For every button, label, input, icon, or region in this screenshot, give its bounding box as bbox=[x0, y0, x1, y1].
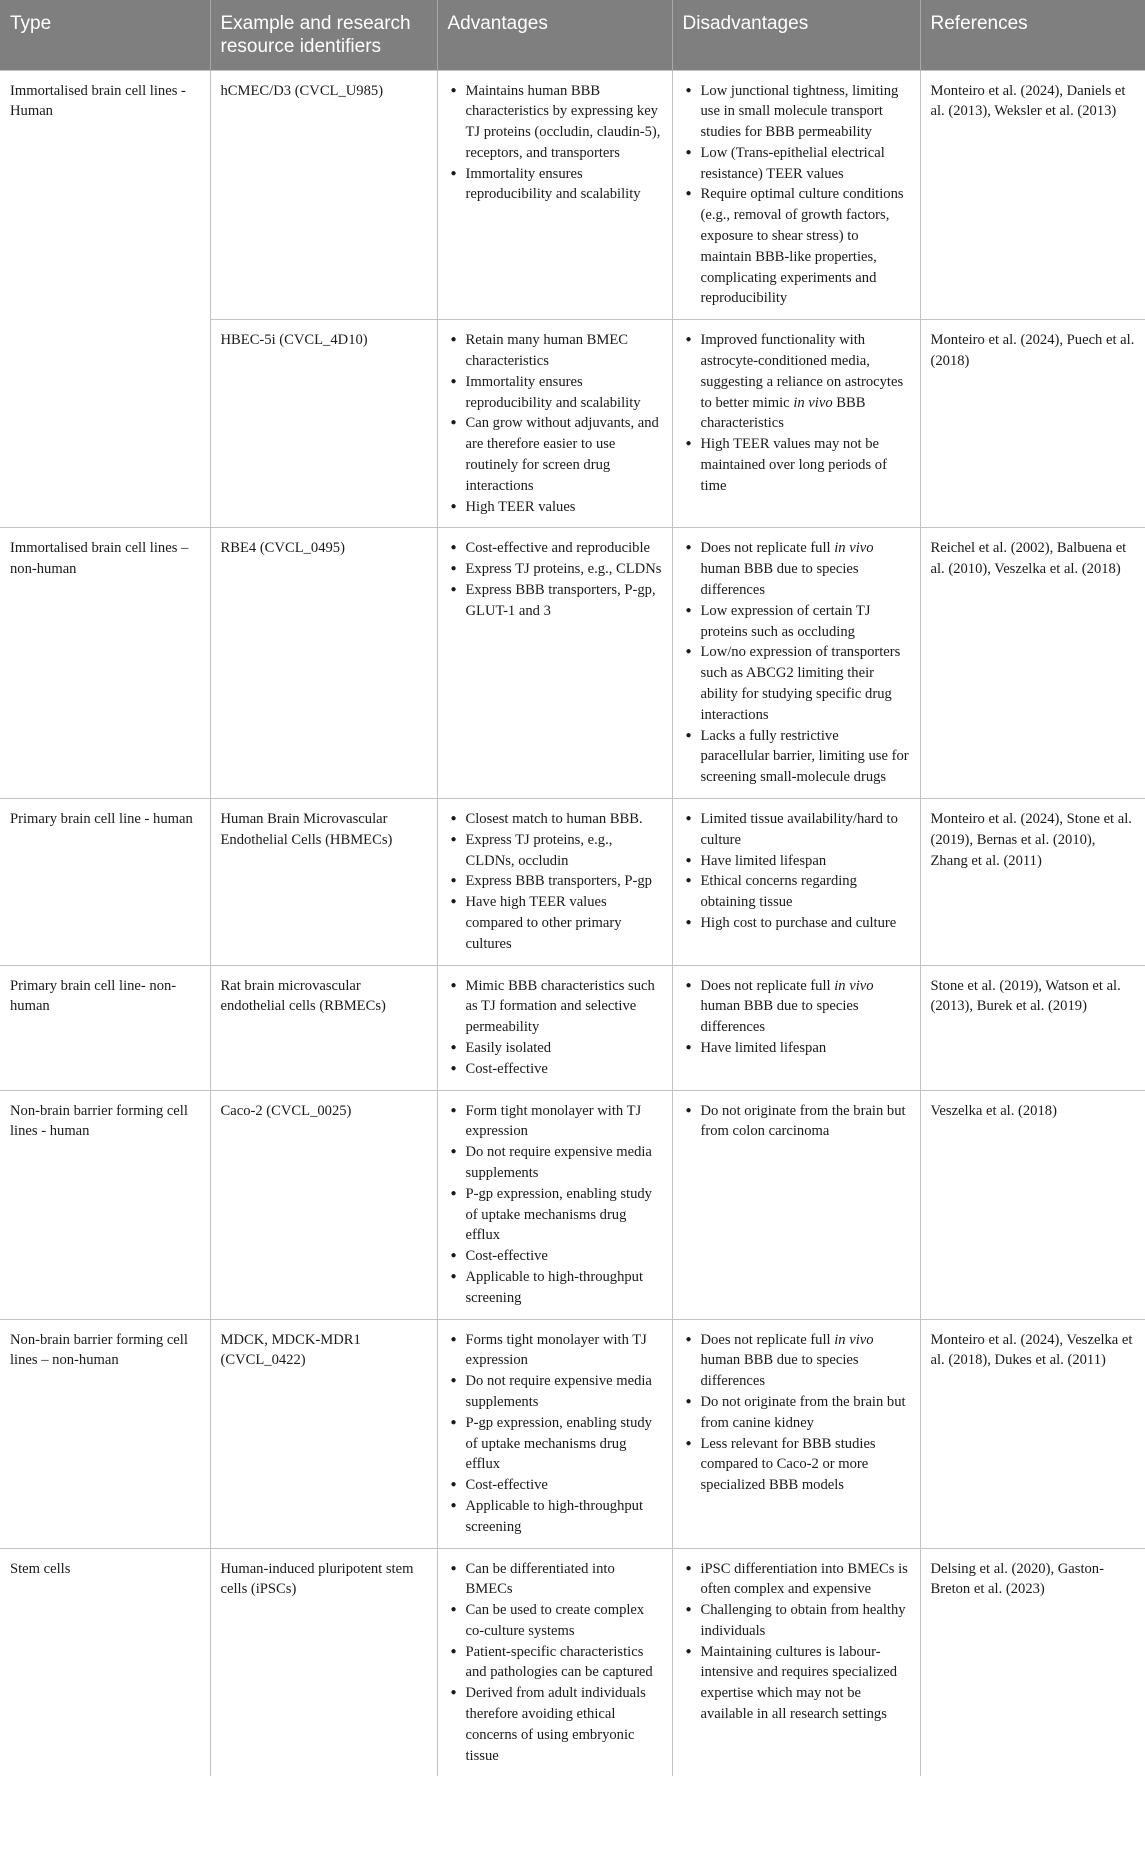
list-item: ● Have high TEER values compared to other primary cultures bbox=[451, 892, 662, 954]
list-item: ● Do not require expensive media supplements bbox=[451, 1371, 662, 1413]
list-item: ● Express TJ proteins, e.g., CLDNs, occludin bbox=[451, 830, 662, 872]
list-item: ● Ethical concerns regarding obtaining tissue bbox=[686, 871, 910, 913]
list-item: ● P-gp expression, enabling study of uptake mechanisms drug efflux bbox=[451, 1413, 662, 1475]
header-disadvantages: Disadvantages bbox=[672, 0, 920, 70]
list-item: ● Improved functionality with astrocyte-conditioned media, suggesting a reliance on astrocytes to better mimic in vivo BBB characteristics bbox=[686, 330, 910, 434]
type-cell: Primary brain cell line- non-human bbox=[0, 965, 210, 1090]
list-item: ● High TEER values bbox=[451, 497, 662, 518]
list-item: ● Have limited lifespan bbox=[686, 851, 910, 872]
list-item: ● Cost-effective bbox=[451, 1059, 662, 1080]
advantages-cell bbox=[437, 528, 672, 799]
type-cell: Immortalised brain cell lines – non-human bbox=[0, 528, 210, 799]
disadvantages-cell bbox=[672, 1319, 920, 1548]
table-row bbox=[0, 965, 1145, 1090]
list-item: ● Do not originate from the brain but from canine kidney bbox=[686, 1392, 910, 1434]
list-item: ● Can grow without adjuvants, and are therefore easier to use routinely for screen drug interactions bbox=[451, 413, 662, 496]
list-item: ● Less relevant for BBB studies compared to Caco-2 or more specialized BBB models bbox=[686, 1434, 910, 1496]
list-item: ● High TEER values may not be maintained over long periods of time bbox=[686, 434, 910, 496]
advantages-cell bbox=[437, 1319, 672, 1548]
list-item: ● Do not originate from the brain but from colon carcinoma bbox=[686, 1101, 910, 1143]
example-cell: Rat brain microvascular endothelial cells (RBMECs) bbox=[210, 965, 437, 1090]
list-item: ● Challenging to obtain from healthy individuals bbox=[686, 1600, 910, 1642]
list-item: ● Low junctional tightness, limiting use in small molecule transport studies for BBB permeability bbox=[686, 81, 910, 143]
list-item: ● P-gp expression, enabling study of uptake mechanisms drug efflux bbox=[451, 1184, 662, 1246]
table-row bbox=[0, 1548, 1145, 1776]
disadvantages-cell bbox=[672, 70, 920, 320]
list-item: ● Express BBB transporters, P-gp, GLUT-1 and 3 bbox=[451, 580, 662, 622]
list-item: ● High cost to purchase and culture bbox=[686, 913, 910, 934]
references-cell: Monteiro et al. (2024), Veszelka et al. (2018), Dukes et al. (2011) bbox=[920, 1319, 1145, 1548]
list-item: ● Can be used to create complex co-culture systems bbox=[451, 1600, 662, 1642]
disadvantages-cell bbox=[672, 528, 920, 799]
list-item: ● Patient-specific characteristics and pathologies can be captured bbox=[451, 1642, 662, 1684]
list-item: ● Closest match to human BBB. bbox=[451, 809, 662, 830]
advantages-cell bbox=[437, 70, 672, 320]
list-item: ● Low (Trans-epithelial electrical resistance) TEER values bbox=[686, 143, 910, 185]
list-item: ● Does not replicate full in vivo human BBB due to species differences bbox=[686, 538, 910, 600]
references-cell: Veszelka et al. (2018) bbox=[920, 1090, 1145, 1319]
table-row bbox=[0, 1319, 1145, 1548]
table-row bbox=[0, 799, 1145, 966]
list-item: ● Forms tight monolayer with TJ expression bbox=[451, 1330, 662, 1372]
references-cell: Reichel et al. (2002), Balbuena et al. (2010), Veszelka et al. (2018) bbox=[920, 528, 1145, 799]
list-item: ● Applicable to high-throughput screening bbox=[451, 1496, 662, 1538]
list-item: ● Cost-effective and reproducible bbox=[451, 538, 662, 559]
list-item: ● Mimic BBB characteristics such as TJ formation and selective permeability bbox=[451, 976, 662, 1038]
list-item: ● Cost-effective bbox=[451, 1475, 662, 1496]
list-item: ● Immortality ensures reproducibility and scalability bbox=[451, 372, 662, 414]
list-item: ● Require optimal culture conditions (e.g., removal of growth factors, exposure to shear stress) to maintain BBB-like properties, complicating experiments and reproducibility bbox=[686, 184, 910, 309]
table-row bbox=[0, 70, 1145, 320]
header-type: Type bbox=[0, 0, 210, 70]
type-cell: Immortalised brain cell lines - Human bbox=[0, 70, 210, 528]
type-cell: Non-brain barrier forming cell lines - human bbox=[0, 1090, 210, 1319]
advantages-cell bbox=[437, 1090, 672, 1319]
table-body bbox=[0, 70, 1145, 1776]
list-item: ● Derived from adult individuals therefore avoiding ethical concerns of using embryonic tissue bbox=[451, 1683, 662, 1766]
references-cell: Monteiro et al. (2024), Puech et al. (2018) bbox=[920, 320, 1145, 528]
list-item: ● Low/no expression of transporters such as ABCG2 limiting their ability for studying specific drug interactions bbox=[686, 642, 910, 725]
example-cell: Caco-2 (CVCL_0025) bbox=[210, 1090, 437, 1319]
list-item: ● Limited tissue availability/hard to culture bbox=[686, 809, 910, 851]
header-references: References bbox=[920, 0, 1145, 70]
disadvantages-cell bbox=[672, 799, 920, 966]
disadvantages-cell bbox=[672, 965, 920, 1090]
list-item: ● Maintaining cultures is labour-intensive and requires specialized expertise which may not be available in all research settings bbox=[686, 1642, 910, 1725]
list-item: ● Cost-effective bbox=[451, 1246, 662, 1267]
list-item: ● Form tight monolayer with TJ expression bbox=[451, 1101, 662, 1143]
list-item: ● Do not require expensive media supplements bbox=[451, 1142, 662, 1184]
list-item: ● iPSC differentiation into BMECs is often complex and expensive bbox=[686, 1559, 910, 1601]
disadvantages-cell bbox=[672, 320, 920, 528]
list-item: ● Retain many human BMEC characteristics bbox=[451, 330, 662, 372]
list-item: ● Can be differentiated into BMECs bbox=[451, 1559, 662, 1601]
references-cell: Monteiro et al. (2024), Daniels et al. (2013), Weksler et al. (2013) bbox=[920, 70, 1145, 320]
advantages-cell bbox=[437, 320, 672, 528]
table-row bbox=[0, 528, 1145, 799]
type-cell: Non-brain barrier forming cell lines – non-human bbox=[0, 1319, 210, 1548]
disadvantages-cell bbox=[672, 1090, 920, 1319]
header-advantages: Advantages bbox=[437, 0, 672, 70]
table-header bbox=[0, 0, 1145, 70]
references-cell: Stone et al. (2019), Watson et al. (2013), Burek et al. (2019) bbox=[920, 965, 1145, 1090]
list-item: ● Does not replicate full in vivo human BBB due to species differences bbox=[686, 1330, 910, 1392]
advantages-cell bbox=[437, 1548, 672, 1776]
references-cell: Monteiro et al. (2024), Stone et al. (2019), Bernas et al. (2010), Zhang et al. (2011) bbox=[920, 799, 1145, 966]
advantages-cell bbox=[437, 799, 672, 966]
list-item: ● Immortality ensures reproducibility and scalability bbox=[451, 164, 662, 206]
type-cell: Primary brain cell line - human bbox=[0, 799, 210, 966]
disadvantages-cell bbox=[672, 1548, 920, 1776]
list-item: ● Express TJ proteins, e.g., CLDNs bbox=[451, 559, 662, 580]
header-example: Example and research resource identifiers bbox=[210, 0, 437, 70]
list-item: ● Express BBB transporters, P-gp bbox=[451, 871, 662, 892]
list-item: ● Low expression of certain TJ proteins such as occluding bbox=[686, 601, 910, 643]
advantages-cell bbox=[437, 965, 672, 1090]
example-cell: Human-induced pluripotent stem cells (iPSCs) bbox=[210, 1548, 437, 1776]
example-cell: MDCK, MDCK-MDR1 (CVCL_0422) bbox=[210, 1319, 437, 1548]
list-item: ● Easily isolated bbox=[451, 1038, 662, 1059]
table-row bbox=[0, 1090, 1145, 1319]
list-item: ● Applicable to high-throughput screening bbox=[451, 1267, 662, 1309]
list-item: ● Does not replicate full in vivo human BBB due to species differences bbox=[686, 976, 910, 1038]
list-item: ● Maintains human BBB characteristics by expressing key TJ proteins (occludin, claudin-5), receptors, and transporters bbox=[451, 81, 662, 164]
list-item: ● Have limited lifespan bbox=[686, 1038, 910, 1059]
example-cell: hCMEC/D3 (CVCL_U985) bbox=[210, 70, 437, 320]
example-cell: Human Brain Microvascular Endothelial Cells (HBMECs) bbox=[210, 799, 437, 966]
example-cell: RBE4 (CVCL_0495) bbox=[210, 528, 437, 799]
example-cell: HBEC-5i (CVCL_4D10) bbox=[210, 320, 437, 528]
references-cell: Delsing et al. (2020), Gaston-Breton et al. (2023) bbox=[920, 1548, 1145, 1776]
type-cell: Stem cells bbox=[0, 1548, 210, 1776]
header-row bbox=[0, 0, 1145, 70]
list-item: ● Lacks a fully restrictive paracellular barrier, limiting use for screening small-molecule drugs bbox=[686, 726, 910, 788]
